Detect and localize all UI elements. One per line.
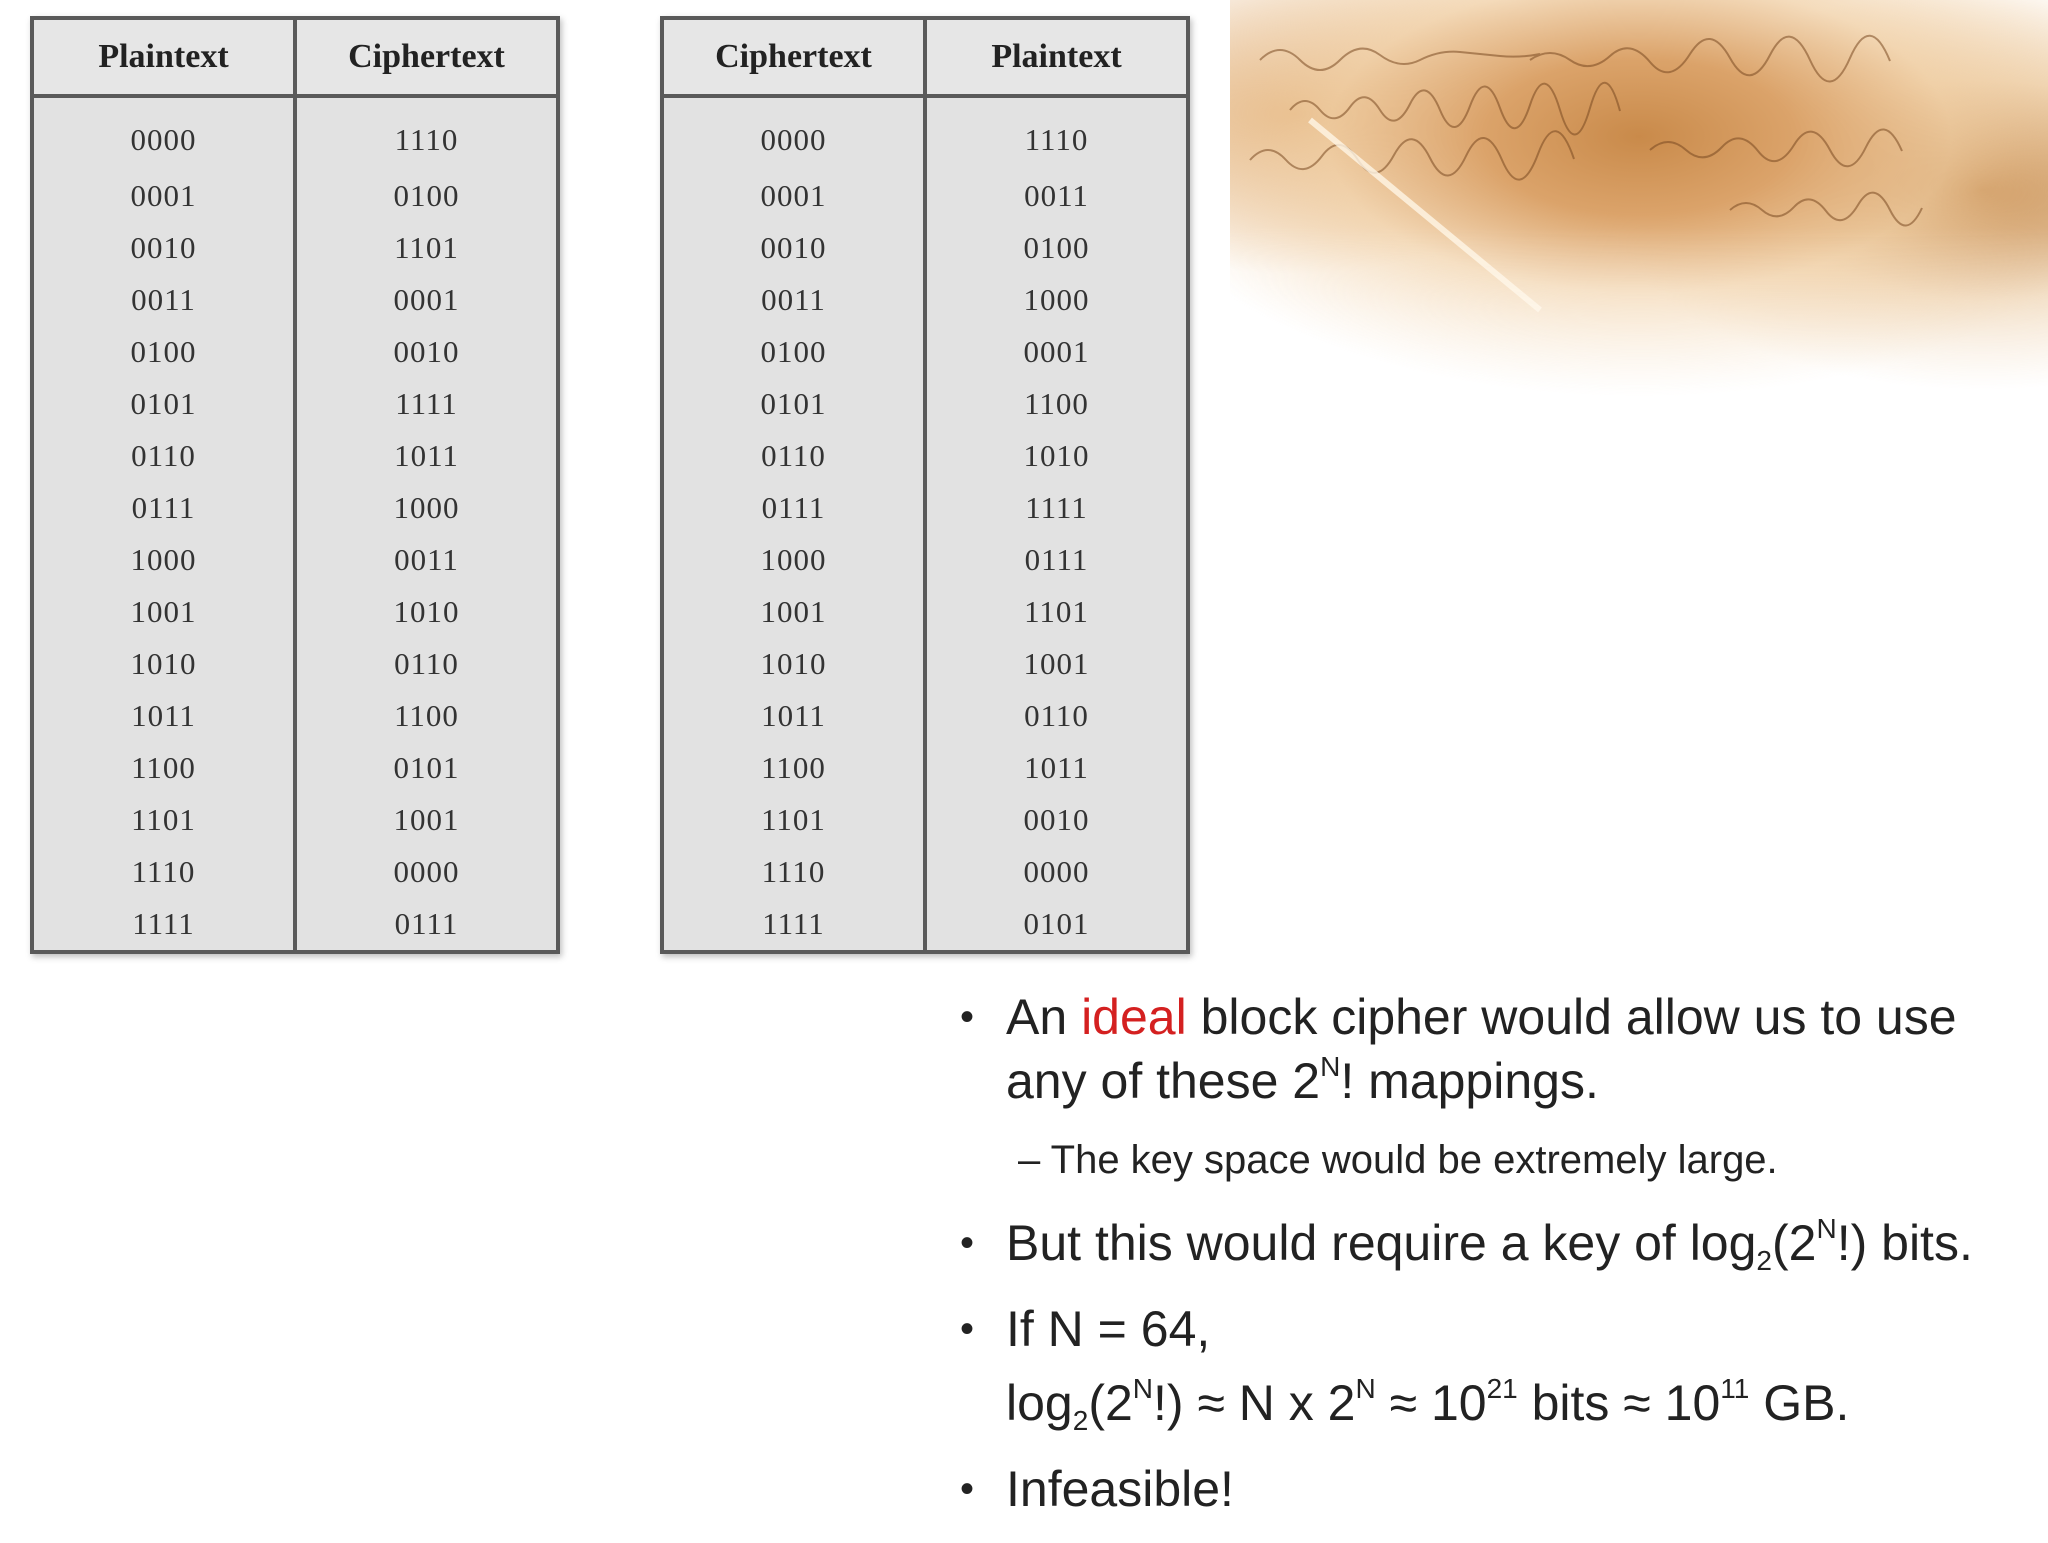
table-row: [32, 638, 558, 690]
formula-part: log: [1006, 1375, 1073, 1431]
table-cell: 0111: [394, 906, 459, 941]
bullet-list: [960, 985, 2040, 1543]
header-plaintext: Plaintext: [32, 18, 295, 96]
table-cell: 1010: [662, 638, 925, 690]
table-cell: 1111: [662, 898, 925, 952]
table-row: [32, 274, 558, 326]
table-row: [32, 534, 558, 586]
table-cell: 1101: [662, 794, 925, 846]
encryption-table-body: [32, 96, 558, 952]
table-cell: 1011: [662, 690, 925, 742]
formula-part: (2: [1088, 1375, 1133, 1431]
table-cell: 1000: [1023, 282, 1090, 317]
table-cell: 1111: [32, 898, 295, 952]
table-cell: 1110: [32, 846, 295, 898]
table-cell: 0010: [393, 334, 460, 369]
table-row: [662, 170, 1188, 222]
table-cell: 0010: [32, 222, 295, 274]
table-cell: 1110: [1024, 122, 1089, 157]
handwriting-decoration: [1230, 0, 2048, 420]
table-cell: 0110: [662, 430, 925, 482]
table-row: [662, 898, 1188, 952]
table-cell: 0101: [1023, 906, 1090, 941]
bullet-text: ! mappings.: [1340, 1053, 1599, 1109]
table-row: [662, 430, 1188, 482]
formula-part: GB.: [1749, 1375, 1850, 1431]
table-cell: 0111: [32, 482, 295, 534]
table-cell: 1011: [1024, 750, 1089, 785]
table-cell: 1000: [32, 534, 295, 586]
table-cell: 0110: [32, 430, 295, 482]
parchment-decoration: [1230, 0, 2048, 760]
table-cell: 1000: [393, 490, 460, 525]
table-cell: 0101: [393, 750, 460, 785]
table-cell: 0110: [1024, 698, 1089, 733]
superscript: N: [1816, 1213, 1837, 1244]
table-row: [32, 690, 558, 742]
superscript: N: [1132, 1373, 1154, 1404]
table-cell: 0001: [32, 170, 295, 222]
table-cell: 1110: [394, 122, 459, 157]
table-row: [662, 378, 1188, 430]
header-ciphertext: Ciphertext: [295, 18, 558, 96]
table-cell: 1111: [1025, 490, 1088, 525]
bullet-text: (2: [1772, 1215, 1817, 1271]
table-row: [32, 482, 558, 534]
table-row: [662, 534, 1188, 586]
subscript: 2: [1756, 1245, 1772, 1276]
table-cell: 1001: [1023, 646, 1090, 681]
table-cell: 0111: [1024, 542, 1089, 577]
bullet-text: block cipher would allow us to use any of these 2: [1006, 989, 1957, 1109]
superscript: N: [1355, 1373, 1376, 1404]
table-cell: 0100: [32, 326, 295, 378]
table-row: [662, 96, 1188, 170]
table-row: [32, 430, 558, 482]
table-cell: 0110: [394, 646, 459, 681]
table-row: [662, 846, 1188, 898]
table-cell: 0000: [662, 96, 925, 170]
table-row: [32, 96, 558, 170]
table-cell: 0101: [662, 378, 925, 430]
bullet-text: An: [1006, 989, 1082, 1045]
bullet-n-64: [960, 1297, 2040, 1435]
table-cell: 0000: [393, 854, 460, 889]
table-cell: 0100: [1023, 230, 1090, 265]
table-row: [32, 794, 558, 846]
bullet-text: !) bits.: [1836, 1215, 1973, 1271]
subscript: 2: [1072, 1405, 1089, 1436]
formula-part: bits ≈ 10: [1517, 1375, 1721, 1431]
table-cell: 1001: [662, 586, 925, 638]
table-cell: 0011: [1024, 178, 1089, 213]
table-cell: 1001: [32, 586, 295, 638]
table-row: [662, 326, 1188, 378]
table-cell: 0001: [662, 170, 925, 222]
table-row: [662, 482, 1188, 534]
bullet-text: But this would require a key of log: [1006, 1215, 1757, 1271]
table-cell: 0011: [662, 274, 925, 326]
table-cell: 0010: [1023, 802, 1090, 837]
table-cell: 1100: [1024, 386, 1089, 421]
decryption-table-body: [662, 96, 1188, 952]
table-cell: 1001: [393, 802, 460, 837]
encryption-table: [30, 16, 560, 954]
bullet-text: If N = 64,: [1006, 1301, 1211, 1357]
table-row: [662, 586, 1188, 638]
bullet-dot-icon: •: [960, 1307, 975, 1351]
table-cell: 0001: [393, 282, 460, 317]
table-cell: 1011: [394, 438, 459, 473]
table-row: [662, 274, 1188, 326]
header-ciphertext: Ciphertext: [662, 18, 925, 96]
table-cell: 0011: [32, 274, 295, 326]
table-cell: 1110: [662, 846, 925, 898]
decryption-table: [660, 16, 1190, 954]
table-cell: 0001: [1023, 334, 1090, 369]
table-cell: 0000: [32, 96, 295, 170]
table-cell: 0101: [32, 378, 295, 430]
bullet-key-size: [960, 1211, 2040, 1275]
sub-bullet-key-space: – The key space would be extremely large.: [1018, 1138, 1778, 1182]
table-cell: 1101: [394, 230, 459, 265]
table-cell: 0100: [662, 326, 925, 378]
table-row: [662, 222, 1188, 274]
table-cell: 1010: [32, 638, 295, 690]
table-row: [32, 170, 558, 222]
table-row: [662, 742, 1188, 794]
formula-line: [1006, 1371, 2040, 1435]
table-row: [32, 326, 558, 378]
table-row: [32, 742, 558, 794]
bullet-dot-icon: •: [960, 995, 975, 1039]
accent-word: ideal: [1081, 989, 1187, 1045]
bullet-text: Infeasible!: [1006, 1461, 1234, 1517]
superscript: N: [1320, 1051, 1341, 1082]
table-cell: 1011: [32, 690, 295, 742]
table-cell: 0011: [394, 542, 459, 577]
formula-part: !) ≈ N x 2: [1153, 1375, 1356, 1431]
superscript: 11: [1720, 1373, 1750, 1404]
table-cell: 1100: [394, 698, 459, 733]
formula-part: ≈ 10: [1375, 1375, 1487, 1431]
table-row: [32, 898, 558, 952]
table-cell: 1010: [1023, 438, 1090, 473]
bullet-dot-icon: •: [960, 1467, 975, 1511]
table-cell: 1010: [393, 594, 460, 629]
table-cell: 1000: [662, 534, 925, 586]
bullet-ideal-cipher: [960, 985, 2040, 1113]
table-cell: 1111: [395, 386, 458, 421]
table-row: [32, 586, 558, 638]
table-cell: 1100: [32, 742, 295, 794]
table-row: [32, 846, 558, 898]
table-cell: 0000: [1023, 854, 1090, 889]
table-cell: 0111: [662, 482, 925, 534]
superscript: 21: [1486, 1373, 1518, 1404]
table-row: [662, 690, 1188, 742]
table-row: [32, 222, 558, 274]
table-row: [32, 378, 558, 430]
table-cell: 1100: [662, 742, 925, 794]
table-cell: 0010: [662, 222, 925, 274]
table-row: [662, 638, 1188, 690]
bullet-infeasible: [960, 1457, 2040, 1521]
table-row: [662, 794, 1188, 846]
table-cell: 1101: [1024, 594, 1089, 629]
bullet-dot-icon: •: [960, 1221, 975, 1265]
table-cell: 1101: [32, 794, 295, 846]
header-plaintext: Plaintext: [925, 18, 1188, 96]
table-cell: 0100: [393, 178, 460, 213]
